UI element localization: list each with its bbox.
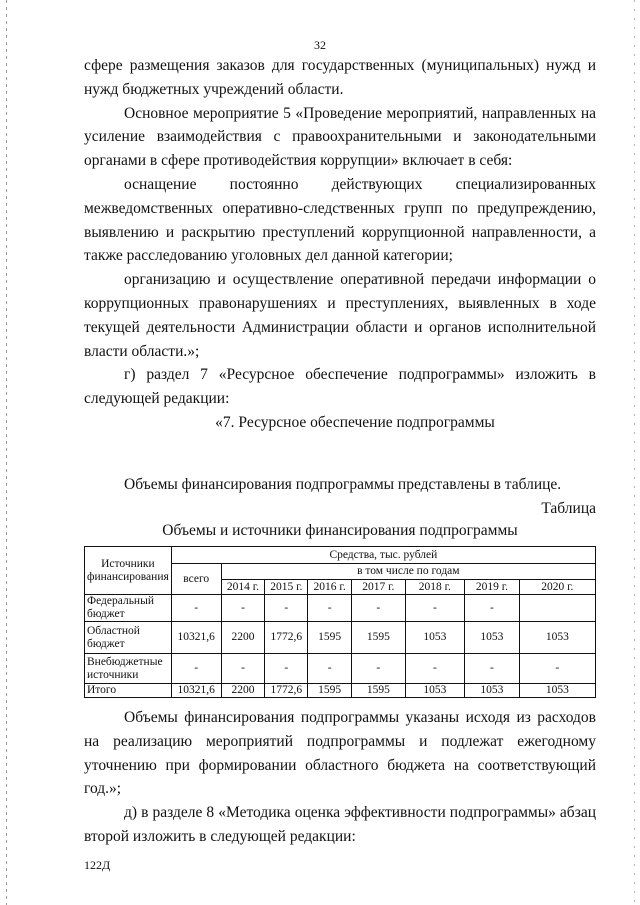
cell-value: - [221,654,265,684]
cell-value: - [465,595,520,622]
paragraph-equipment: оснащение постоянно действующих специализированных межведомственных оперативно-следственных групп по предупреждению, выявлению и раскрытию преступлений коррупционной направленности, а также расследованию уголовных дел данной категории; [84,175,596,265]
cell-value [519,595,595,622]
financing-table [84,546,596,698]
cell-value: 1053 [465,622,520,654]
header-year: 2017 г. [352,580,406,595]
paragraph-section-8: д) в разделе 8 «Методика оценка эффективности подпрограммы» абзац второй изложить в следующей редакции: [84,804,596,845]
cell-value: - [352,595,406,622]
cell-value: - [265,654,308,684]
header-year: 2016 г. [308,580,352,595]
cell-total: - [171,595,221,622]
scan-edge-right [634,0,635,905]
header-year: 2014 г. [221,580,265,595]
header-sources: Источники финансирования [85,547,172,595]
paragraph-continuation: сфере размещения заказов для государственных (муниципальных) нужд и нужд бюджетных учреждений области. [84,57,596,98]
table-row-total [85,684,596,698]
cell-value: 1595 [308,622,352,654]
cell-value: - [308,654,352,684]
text-block-bottom [84,706,596,849]
cell-value: - [265,595,308,622]
footer-code: 122Д [84,858,111,872]
cell-value: 2200 [221,622,265,654]
row-label: Итого [85,684,172,698]
cell-value: 1053 [405,684,465,698]
cell-value: - [465,654,520,684]
cell-value: - [308,595,352,622]
text-block-top [84,54,596,435]
scan-edge-left [6,0,7,905]
cell-value: - [519,654,595,684]
cell-value: 1053 [465,684,520,698]
cell-value: 1595 [308,684,352,698]
cell-value: - [405,654,465,684]
row-label: Областной бюджет [85,622,172,654]
cell-value: - [352,654,406,684]
header-year: 2020 г. [519,580,595,595]
text-block-table-intro [84,473,596,521]
section-7-heading: «7. Ресурсное обеспечение подпрограммы [215,413,495,431]
cell-value: 1772,6 [265,622,308,654]
header-year: 2019 г. [465,580,520,595]
page-number: 32 [314,38,326,52]
cell-total: 10321,6 [171,684,221,698]
table-label: Таблица [541,499,596,517]
row-label: Федеральный бюджет [85,595,172,622]
table-row-federal [85,595,596,622]
paragraph-section-7: г) раздел 7 «Ресурсное обеспечение подпрограммы» изложить в следующей редакции: [84,366,596,408]
cell-total: - [171,654,221,684]
header-funds: Средства, тыс. рублей [171,547,595,564]
table-title: Объемы и источники финансирования подпрограммы [162,522,518,539]
cell-value: 1053 [405,622,465,654]
cell-value: 1595 [352,622,406,654]
header-year: 2018 г. [405,580,465,595]
table-row-extrabudgetary [85,654,596,684]
paragraph-table-intro: Объемы финансирования подпрограммы представлены в таблице. [124,476,562,493]
paragraph-main-event-5: Основное мероприятие 5 «Проведение мероприятий, направленных на усиление взаимодействия с правоохранительными и законодательными органами в сфере противодействия коррупции» включает в себя: [84,104,596,170]
cell-value: - [405,595,465,622]
header-year: 2015 г. [265,580,308,595]
cell-value: 1053 [519,684,595,698]
cell-total: 10321,6 [171,622,221,654]
cell-value: - [221,595,265,622]
paragraph-financing-note: Объемы финансирования подпрограммы указаны исходя из расходов на реализацию мероприятий подпрограммы и подлежат ежегодному уточнению при формировании областного бюджета на соответствующий год.»; [84,709,596,798]
cell-value: 1053 [519,622,595,654]
cell-value: 1772,6 [265,684,308,698]
header-total: всего [171,564,221,595]
table-row-regional [85,622,596,654]
header-by-year: в том числе по годам [221,564,595,580]
cell-value: 2200 [221,684,265,698]
paragraph-info-transfer: организацию и осуществление оперативной передачи информации о коррупционных правонарушениях и преступлениях, выявленных в ходе текущей деятельности Администрации области и органов исполнительной власти области.»; [84,271,596,360]
cell-value: 1595 [352,684,406,698]
row-label: Внебюджетные источники [85,654,172,684]
